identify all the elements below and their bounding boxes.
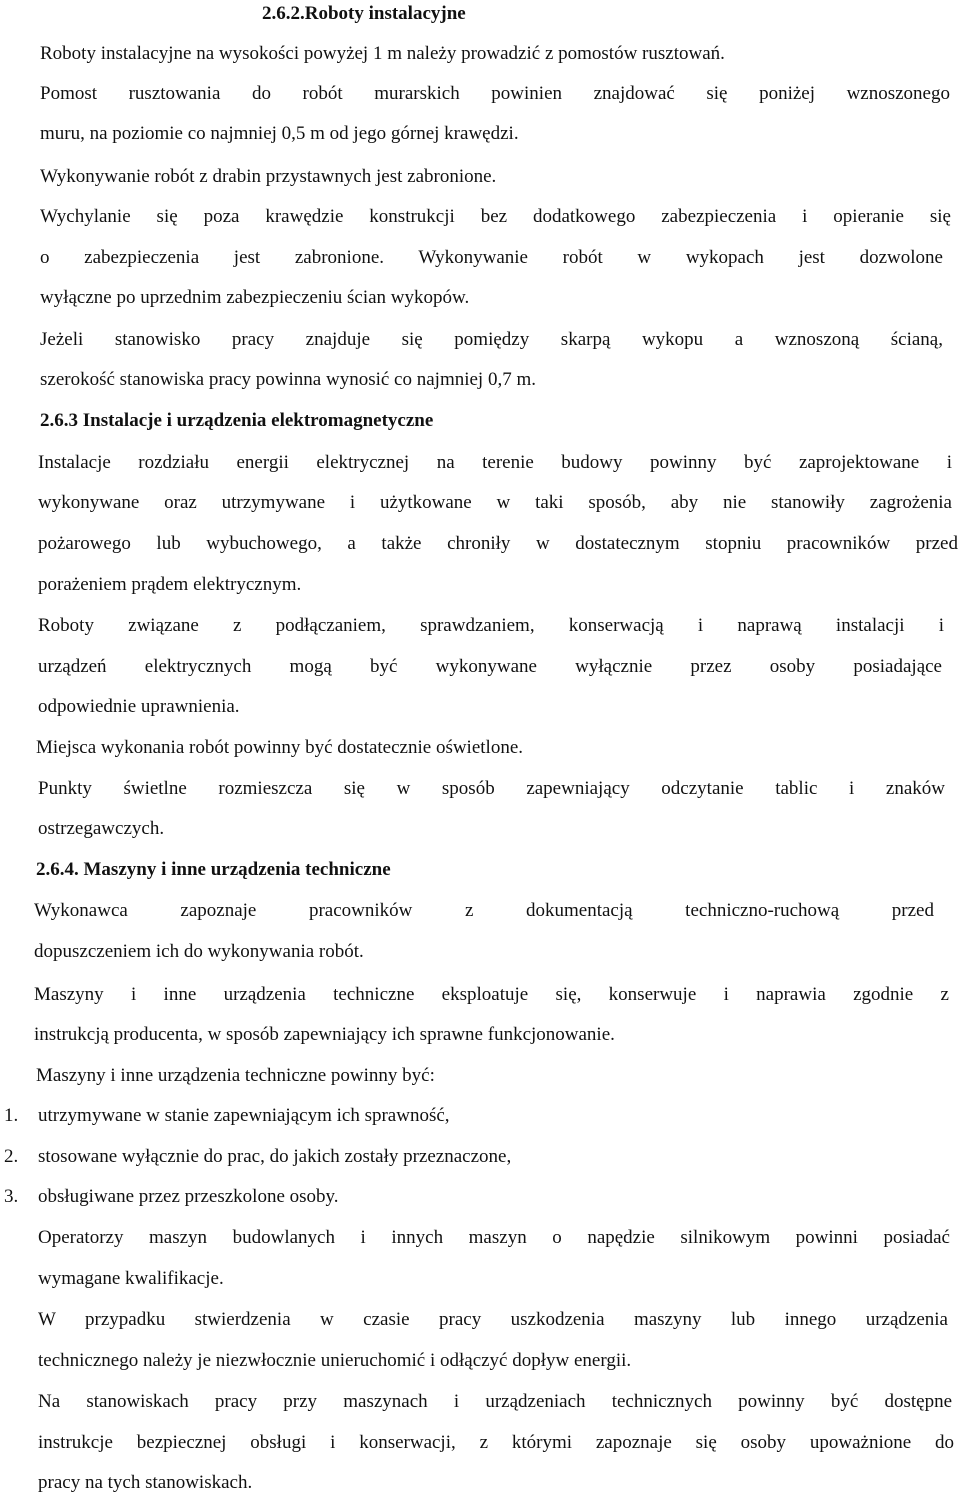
paragraph-line: instrukcją producenta, w sposób zapewniający ich sprawne funkcjonowanie.: [34, 1024, 615, 1045]
paragraph-line: pożarowego lub wybuchowego, a także chroniły w dostatecznym stopniu pracowników przed: [38, 533, 958, 554]
list-item-text: stosowane wyłącznie do prac, do jakich zostały przeznaczone,: [38, 1146, 512, 1167]
paragraph-line: muru, na poziomie co najmniej 0,5 m od jego górnej krawędzi.: [40, 123, 519, 144]
list-item-number: 3.: [4, 1186, 19, 1207]
paragraph-line: wykonywane oraz utrzymywane i użytkowane w taki sposób, aby nie stanowiły zagrożenia: [38, 492, 952, 513]
paragraph-line: odpowiednie uprawnienia.: [38, 696, 240, 717]
paragraph-line: dopuszczeniem ich do wykonywania robót.: [34, 941, 364, 962]
paragraph-line: W przypadku stwierdzenia w czasie pracy uszkodzenia maszyny lub innego urządzenia: [38, 1309, 948, 1330]
section-heading-2-6-3: 2.6.3 Instalacje i urządzenia elektromagnetyczne: [40, 410, 434, 431]
paragraph-line: Na stanowiskach pracy przy maszynach i urządzeniach technicznych powinny być dostępne: [38, 1391, 952, 1412]
paragraph-line: Maszyny i inne urządzenia techniczne powinny być:: [36, 1065, 435, 1086]
paragraph-line: technicznego należy je niezwłocznie unieruchomić i odłączyć dopływ energii.: [38, 1350, 632, 1371]
section-heading-2-6-2: 2.6.2.Roboty instalacyjne: [262, 3, 466, 24]
list-item-text: utrzymywane w stanie zapewniającym ich sprawność,: [38, 1105, 450, 1126]
paragraph-line: Miejsca wykonania robót powinny być dostatecznie oświetlone.: [36, 737, 524, 758]
paragraph-line: Wychylanie się poza krawędzie konstrukcji bez dodatkowego zabezpieczenia i opieranie się: [40, 206, 951, 227]
list-item-number: 2.: [4, 1146, 19, 1167]
paragraph-line: Roboty instalacyjne na wysokości powyżej 1 m należy prowadzić z pomostów rusztowań.: [40, 43, 725, 64]
paragraph-line: Maszyny i inne urządzenia techniczne eksploatuje się, konserwuje i naprawia zgodnie z: [34, 984, 949, 1005]
list-item-text: obsługiwane przez przeszkolone osoby.: [38, 1186, 339, 1207]
paragraph-line: Jeżeli stanowisko pracy znajduje się pomiędzy skarpą wykopu a wznoszoną ścianą,: [40, 329, 943, 350]
paragraph-line: porażeniem prądem elektrycznym.: [38, 574, 302, 595]
paragraph-line: Pomost rusztowania do robót murarskich powinien znajdować się poniżej wznoszonego: [40, 83, 950, 104]
paragraph-line: wymagane kwalifikacje.: [38, 1268, 224, 1289]
paragraph-line: Operatorzy maszyn budowlanych i innych maszyn o napędzie silnikowym powinni posiadać: [38, 1227, 950, 1248]
paragraph-line: Wykonywanie robót z drabin przystawnych jest zabronione.: [40, 166, 497, 187]
paragraph-line: ostrzegawczych.: [38, 818, 165, 839]
paragraph-line: urządzeń elektrycznych mogą być wykonywane wyłącznie przez osoby posiadające: [38, 656, 942, 677]
section-heading-2-6-4: 2.6.4. Maszyny i inne urządzenia techniczne: [36, 859, 391, 880]
paragraph-line: Instalacje rozdziału energii elektrycznej na terenie budowy powinny być zaprojektowane i: [38, 452, 952, 473]
paragraph-line: Punkty świetlne rozmieszcza się w sposób zapewniający odczytanie tablic i znaków: [38, 778, 945, 799]
paragraph-line: Roboty związane z podłączaniem, sprawdzaniem, konserwacją i naprawą instalacji i: [38, 615, 944, 636]
paragraph-line: Wykonawca zapoznaje pracowników z dokumentacją techniczno-ruchową przed: [34, 900, 934, 921]
list-item-number: 1.: [4, 1105, 19, 1126]
paragraph-line: szerokość stanowiska pracy powinna wynosić co najmniej 0,7 m.: [40, 369, 536, 390]
paragraph-line: instrukcje bezpiecznej obsługi i konserwacji, z którymi zapoznaje się osoby upoważnione do: [38, 1432, 954, 1453]
paragraph-line: pracy na tych stanowiskach.: [38, 1472, 253, 1493]
paragraph-line: o zabezpieczenia jest zabronione. Wykonywanie robót w wykopach jest dozwolone: [40, 247, 943, 268]
paragraph-line: wyłączne po uprzednim zabezpieczeniu ścian wykopów.: [40, 287, 470, 308]
